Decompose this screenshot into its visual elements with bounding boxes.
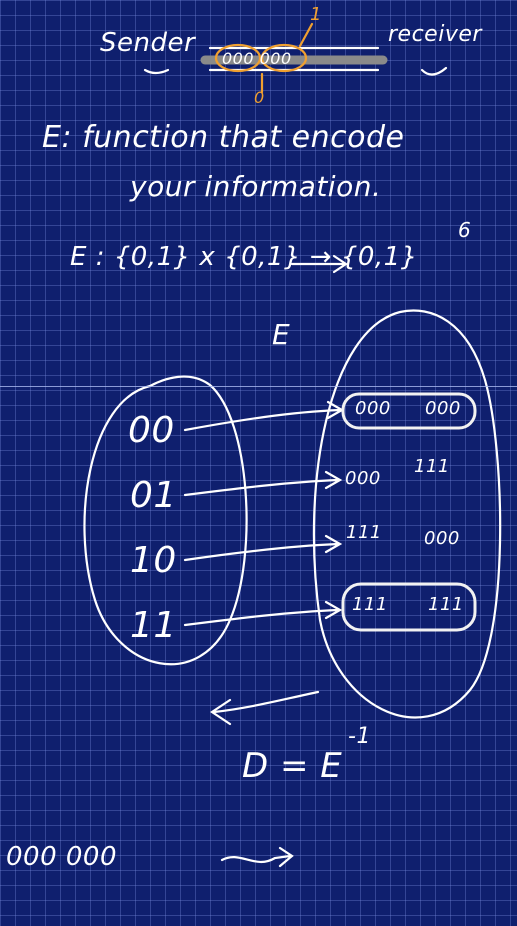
map-arrow-11 bbox=[185, 602, 340, 625]
receiver-label: receiver bbox=[388, 22, 482, 47]
codeword-01-right: 111 bbox=[414, 456, 450, 477]
codeword-01-left: 000 bbox=[345, 468, 381, 489]
definition-line-1: E: function that encode bbox=[42, 120, 405, 155]
encoder-formula-exponent: 6 bbox=[458, 218, 472, 242]
domain-item-00: 00 bbox=[128, 410, 175, 451]
channel-bits: 000 000 bbox=[222, 49, 292, 68]
definition-line-2: your information. bbox=[130, 170, 382, 203]
codeword-11-right: 111 bbox=[428, 594, 464, 615]
sender-label: Sender bbox=[100, 28, 196, 58]
decoder-arrow bbox=[212, 692, 318, 724]
decoder-formula: D = E bbox=[242, 746, 343, 786]
domain-item-10: 10 bbox=[130, 540, 177, 581]
received-bits: 000 000 bbox=[6, 842, 118, 872]
codomain-set-outline bbox=[314, 311, 500, 718]
codeword-10-right: 000 bbox=[424, 528, 460, 549]
mapping-label-E: E bbox=[272, 318, 291, 351]
footer-arrow bbox=[222, 848, 292, 866]
map-arrow-00 bbox=[185, 402, 342, 430]
receiver-underline bbox=[422, 68, 446, 75]
domain-item-11: 11 bbox=[130, 605, 177, 646]
page-divider bbox=[0, 386, 517, 387]
sender-underline bbox=[145, 70, 168, 73]
domain-item-01: 01 bbox=[130, 475, 177, 516]
flip-arrow-up bbox=[300, 24, 312, 46]
flip-marker-top: 1 bbox=[310, 4, 322, 25]
codeword-10-left: 111 bbox=[346, 522, 382, 543]
map-arrow-10 bbox=[185, 536, 340, 560]
codeword-00-right: 000 bbox=[425, 398, 461, 419]
flip-marker-bottom: 0 bbox=[254, 88, 265, 107]
codeword-00-left: 000 bbox=[355, 398, 391, 419]
encoder-formula: E : {0,1} x {0,1} → {0,1} bbox=[70, 242, 418, 272]
decoder-formula-exponent: -1 bbox=[348, 724, 371, 749]
codeword-11-left: 111 bbox=[352, 594, 388, 615]
